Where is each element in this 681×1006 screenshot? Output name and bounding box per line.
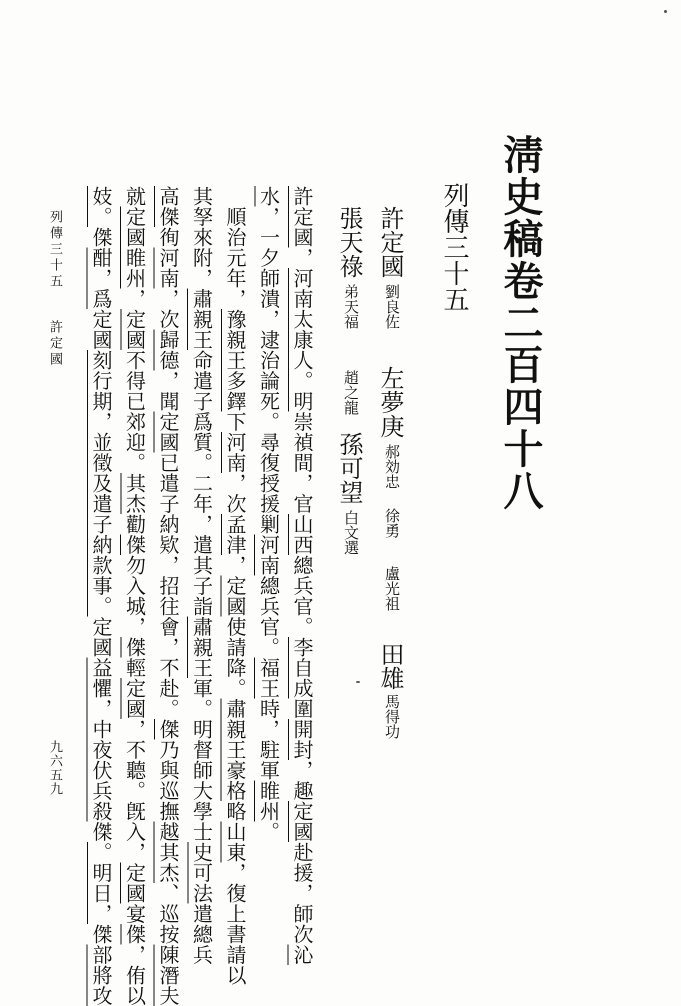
proper-name: 部將攻 xyxy=(89,945,113,1006)
toc-entry-zhang-tianlu: 張天祿 xyxy=(337,206,361,278)
text-run: ， xyxy=(123,289,147,310)
toc-subentry: 弟天福 xyxy=(343,284,358,329)
toc-entry-tian-xiong: 田雄 xyxy=(378,642,402,690)
toc-entry-zuo-menggeng: 左夢庚 xyxy=(378,366,402,438)
proper-name: 水 xyxy=(257,186,281,207)
proper-name: 妓。 xyxy=(89,186,113,227)
text-run: ， xyxy=(223,555,247,576)
proper-name: 定國 xyxy=(223,576,247,617)
running-head xyxy=(48,210,61,368)
proper-name: 肅親王 xyxy=(190,617,214,679)
proper-name: 沁 xyxy=(290,945,314,966)
proper-name: 定國 xyxy=(123,863,147,904)
text-run: 勿入城， xyxy=(123,555,147,637)
text-run: 乃與巡撫 xyxy=(156,740,180,822)
body-column-4 xyxy=(192,186,212,965)
text-run: 傑 xyxy=(89,227,113,248)
running-head-chapter: 列傳三十五 xyxy=(47,210,62,290)
text-run: ，次 xyxy=(223,473,247,514)
proper-name: 。明日， xyxy=(89,842,113,924)
proper-name: 傑 xyxy=(123,535,147,556)
proper-name: 其杰 xyxy=(123,473,147,514)
text-run: 軍。明督師大學士 xyxy=(190,678,214,842)
volume-title: 淸史稿卷二百四十八 xyxy=(500,134,540,512)
body-column-2 xyxy=(259,186,279,842)
proper-name: 福王 xyxy=(257,658,281,699)
text-run: 圍 xyxy=(290,699,314,720)
proper-name: 河南太康人。 xyxy=(290,268,314,391)
text-run: 總兵官。 xyxy=(290,555,314,637)
toc-entry-sun-kewang: 孫可望 xyxy=(337,432,361,504)
text-run: 時，駐軍 xyxy=(257,699,281,781)
running-head-name: 許定國 xyxy=(47,320,62,368)
proper-name: 肅親王豪格 xyxy=(223,699,247,802)
proper-name: 傑 xyxy=(156,719,180,740)
text-run: 命遣子爲質。二年，遣其子詣 xyxy=(190,350,214,617)
text-run: 已遣子納欵，招往會，不赴。 xyxy=(156,453,180,720)
proper-name: 益懼，中夜伏兵殺 xyxy=(89,658,113,822)
toc-subentry: 白文選 xyxy=(343,510,358,555)
proper-name: 睢州 xyxy=(123,248,147,289)
scan-speck xyxy=(356,681,360,683)
proper-name: 許定國 xyxy=(290,186,314,248)
proper-name: 孟津 xyxy=(223,514,247,555)
proper-name: 定國 xyxy=(123,207,147,248)
body-column-5 xyxy=(158,186,178,1006)
proper-name: 河南 xyxy=(257,535,281,576)
text-run: 總兵官。 xyxy=(257,576,281,658)
text-run: 勸 xyxy=(123,514,147,535)
text-run: ，侑以 xyxy=(123,945,147,1006)
proper-name: 史可法 xyxy=(190,842,214,904)
text-run: 崇禎間，官 xyxy=(290,412,314,515)
body-column-3 xyxy=(225,186,245,986)
text-run: 、巡按 xyxy=(156,883,180,945)
text-run: 使請降。 xyxy=(223,617,247,699)
proper-name: 越其杰 xyxy=(156,822,180,884)
toc-subentry: 趙之龍 xyxy=(343,370,358,415)
text-run: 略 xyxy=(223,801,247,822)
text-run: 傑 xyxy=(89,924,113,945)
proper-name: 睢州 xyxy=(257,781,281,822)
text-run: ， xyxy=(290,248,314,269)
proper-name: 歸德 xyxy=(156,330,180,371)
text-run: ，趣 xyxy=(290,760,314,801)
text-run: 遣總兵 xyxy=(190,904,214,966)
proper-name: 高傑 xyxy=(156,186,180,227)
proper-name: 山東 xyxy=(223,822,247,863)
proper-name: 明 xyxy=(290,391,314,412)
text-run: 。 xyxy=(257,822,281,843)
text-run: 不得已郊迎。 xyxy=(123,350,147,473)
text-run: 傑 xyxy=(89,822,113,843)
text-run: ，復上書請以 xyxy=(223,863,247,986)
text-run: 赴援，師次 xyxy=(290,842,314,945)
proper-name: 酣，爲 xyxy=(89,248,113,310)
toc-subentry: 徐勇 xyxy=(384,508,399,538)
proper-name: 肅親王 xyxy=(190,289,214,351)
proper-name: 刻行期，並徵及遣子納款事。 xyxy=(89,350,113,617)
chapter-title: 列傳三十五 xyxy=(441,182,467,312)
proper-name: 李自成 xyxy=(290,637,314,699)
toc-entry-xu-dingguo: 許定國 xyxy=(378,206,402,278)
text-run: ，不聽。旣入， xyxy=(123,719,147,863)
text-run: 徇 xyxy=(156,227,180,248)
proper-name: 傑 xyxy=(123,924,147,945)
text-run: 下 xyxy=(223,412,247,433)
text-run: 定國 xyxy=(89,617,113,658)
proper-name: 開封 xyxy=(290,719,314,760)
proper-name: 定國 xyxy=(156,412,180,453)
proper-name: 河南 xyxy=(223,432,247,473)
text-run: 就 xyxy=(123,186,147,207)
text-run: 輕 xyxy=(123,658,147,679)
toc-subentry: 劉良佐 xyxy=(384,284,399,329)
proper-name: 傑 xyxy=(123,637,147,658)
proper-name: 定國 xyxy=(123,678,147,719)
text-run: 順治元年， xyxy=(223,186,247,309)
text-run: 其孥來附， xyxy=(190,186,214,289)
toc-subentry: 馬得功 xyxy=(384,694,399,739)
toc-subentry: 郝効忠 xyxy=(384,444,399,489)
scan-speck xyxy=(664,10,667,13)
text-run: 宴 xyxy=(123,904,147,925)
text-run: ，次 xyxy=(156,289,180,330)
proper-name: 定國 xyxy=(290,801,314,842)
proper-name: 豫親王多鐸 xyxy=(223,309,247,412)
body-column-1 xyxy=(292,186,312,965)
text-run: ，一夕師潰，逮治論死。尋復授援剿 xyxy=(257,207,281,535)
page-number: 九六五九 xyxy=(48,740,61,796)
body-column-6 xyxy=(125,186,145,1006)
proper-name: 陳潛夫 xyxy=(156,945,180,1006)
text-run: 定國 xyxy=(89,309,113,350)
proper-name: 定國 xyxy=(123,309,147,350)
toc-subentry: 盧光祖 xyxy=(384,566,399,611)
text-run: ，聞 xyxy=(156,371,180,412)
proper-name: 山西 xyxy=(290,514,314,555)
proper-name: 河南 xyxy=(156,248,180,289)
body-column-7 xyxy=(91,186,111,1006)
